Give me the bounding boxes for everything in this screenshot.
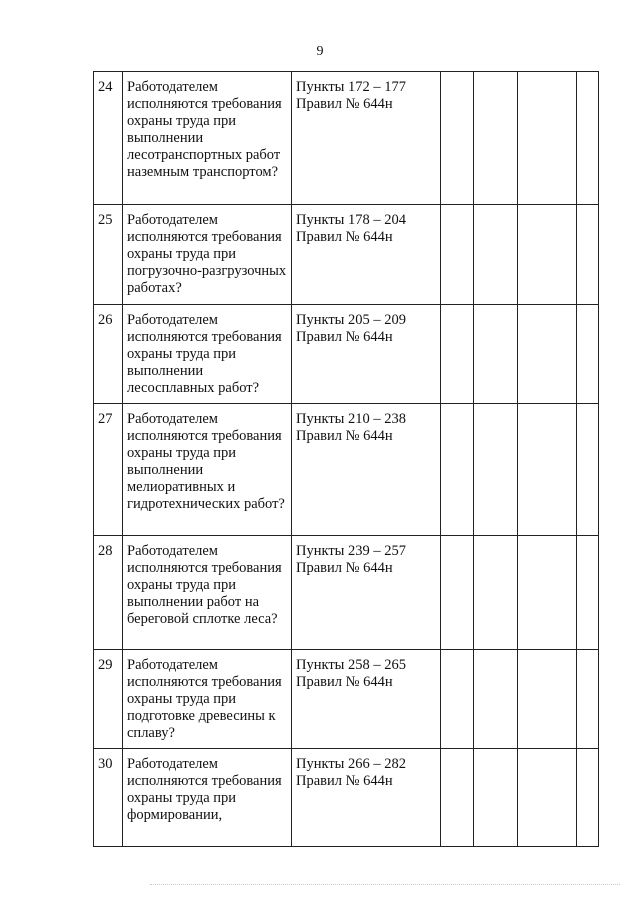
row-number: 30 xyxy=(94,749,123,847)
notes-cell[interactable] xyxy=(577,305,599,404)
answer-cell-yes[interactable] xyxy=(441,536,474,650)
page-number: 9 xyxy=(316,44,324,59)
reference-cell xyxy=(292,305,441,404)
answer-cell-not-applicable[interactable] xyxy=(518,650,577,749)
reference-rules: Правил № 644н xyxy=(296,428,393,444)
notes-cell[interactable] xyxy=(577,72,599,205)
answer-cell-yes[interactable] xyxy=(441,650,474,749)
question-text: Работодателем исполняются требования охраны труда при погрузочно-разгрузочных работах? xyxy=(123,205,292,305)
row-number: 28 xyxy=(94,536,123,650)
answer-cell-no[interactable] xyxy=(474,536,518,650)
question-text: Работодателем исполняются требования охраны труда при подготовке древесины к сплаву? xyxy=(123,650,292,749)
answer-cell-no[interactable] xyxy=(474,749,518,847)
reference-cell xyxy=(292,749,441,847)
reference-rules: Правил № 644н xyxy=(296,560,393,576)
question-text: Работодателем исполняются требования охраны труда при выполнении лесотранспортных работ наземным транспортом? xyxy=(123,72,292,205)
table-row xyxy=(94,404,599,536)
reference-points: Пункты 172 – 177 xyxy=(296,79,407,95)
row-number: 24 xyxy=(94,72,123,205)
answer-cell-yes[interactable] xyxy=(441,72,474,205)
answer-cell-not-applicable[interactable] xyxy=(518,72,577,205)
answer-cell-not-applicable[interactable] xyxy=(518,404,577,536)
notes-cell[interactable] xyxy=(577,749,599,847)
answer-cell-not-applicable[interactable] xyxy=(518,205,577,305)
table-row xyxy=(94,536,599,650)
reference-rules: Правил № 644н xyxy=(296,329,393,345)
answer-cell-not-applicable[interactable] xyxy=(518,305,577,404)
notes-cell[interactable] xyxy=(577,536,599,650)
reference-rules: Правил № 644н xyxy=(296,229,393,245)
question-text: Работодателем исполняются требования охраны труда при формировании, xyxy=(123,749,292,847)
notes-cell[interactable] xyxy=(577,205,599,305)
reference-cell xyxy=(292,72,441,205)
answer-cell-yes[interactable] xyxy=(441,305,474,404)
table-row xyxy=(94,205,599,305)
reference-cell xyxy=(292,650,441,749)
answer-cell-yes[interactable] xyxy=(441,749,474,847)
reference-points: Пункты 258 – 265 xyxy=(296,657,407,673)
reference-cell xyxy=(292,205,441,305)
table-row xyxy=(94,72,599,205)
reference-rules: Правил № 644н xyxy=(296,96,393,112)
question-text: Работодателем исполняются требования охраны труда при выполнении мелиоративных и гидротехнических работ? xyxy=(123,404,292,536)
checklist-table xyxy=(93,71,599,847)
notes-cell[interactable] xyxy=(577,404,599,536)
reference-points: Пункты 210 – 238 xyxy=(296,411,407,427)
reference-points: Пункты 239 – 257 xyxy=(296,543,407,559)
reference-cell xyxy=(292,536,441,650)
row-number: 26 xyxy=(94,305,123,404)
answer-cell-no[interactable] xyxy=(474,305,518,404)
reference-rules: Правил № 644н xyxy=(296,773,393,789)
reference-points: Пункты 178 – 204 xyxy=(296,212,407,228)
question-text: Работодателем исполняются требования охраны труда при выполнении работ на береговой сплотке леса? xyxy=(123,536,292,650)
answer-cell-not-applicable[interactable] xyxy=(518,536,577,650)
question-text: Работодателем исполняются требования охраны труда при выполнении лесосплавных работ? xyxy=(123,305,292,404)
row-number: 29 xyxy=(94,650,123,749)
table-row xyxy=(94,749,599,847)
notes-cell[interactable] xyxy=(577,650,599,749)
table-row xyxy=(94,305,599,404)
table-row xyxy=(94,650,599,749)
answer-cell-not-applicable[interactable] xyxy=(518,749,577,847)
answer-cell-no[interactable] xyxy=(474,404,518,536)
answer-cell-yes[interactable] xyxy=(441,205,474,305)
answer-cell-no[interactable] xyxy=(474,650,518,749)
answer-cell-no[interactable] xyxy=(474,72,518,205)
reference-points: Пункты 205 – 209 xyxy=(296,312,407,328)
row-number: 27 xyxy=(94,404,123,536)
reference-cell xyxy=(292,404,441,536)
answer-cell-yes[interactable] xyxy=(441,404,474,536)
reference-rules: Правил № 644н xyxy=(296,674,393,690)
answer-cell-no[interactable] xyxy=(474,205,518,305)
scan-artifact-line xyxy=(150,884,620,885)
reference-points: Пункты 266 – 282 xyxy=(296,756,407,772)
row-number: 25 xyxy=(94,205,123,305)
